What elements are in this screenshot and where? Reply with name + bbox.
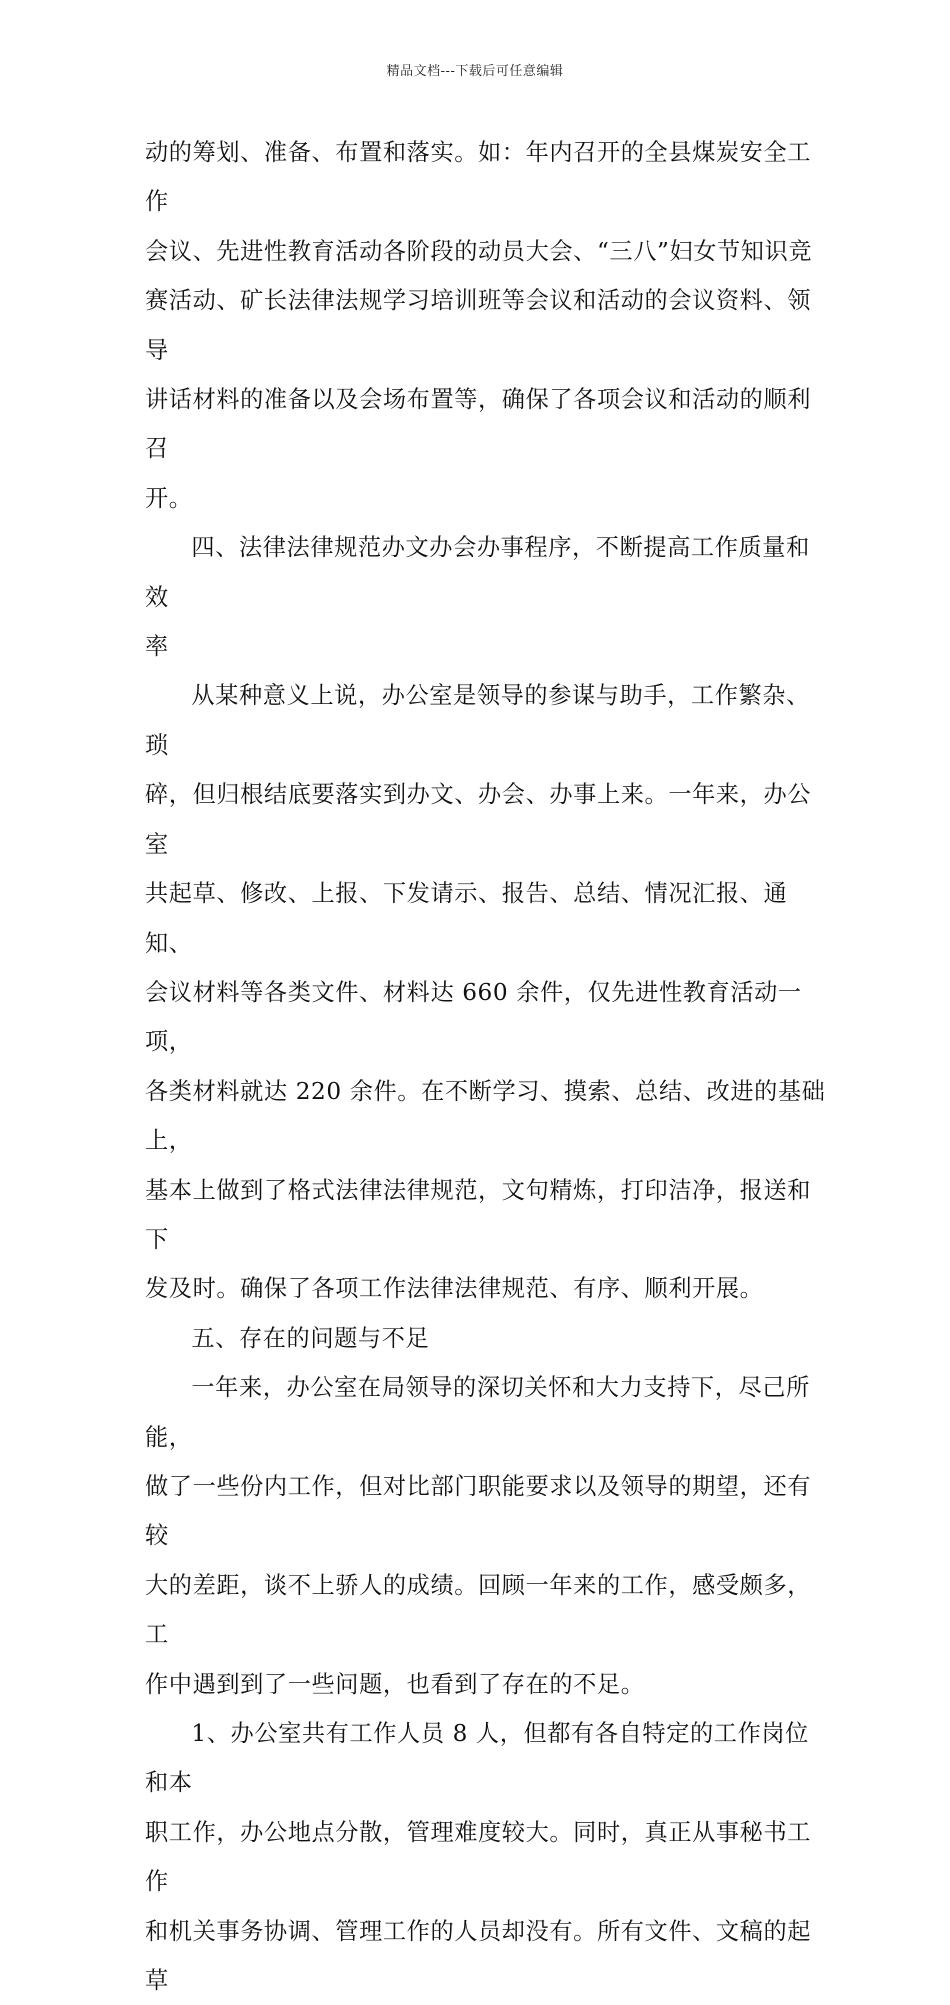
text-line: 动的筹划、准备、布置和落实。如：年内召开的全县煤炭安全工作 bbox=[145, 139, 812, 216]
text-line: 碎，但归根结底要落实到办文、办会、办事上来。一年来，办公室 bbox=[145, 781, 812, 858]
text-line: 1、办公室共有工作人员 8 人，但都有各自特定的工作岗位和本 bbox=[145, 1720, 809, 1797]
text-line: 从某种意义上说，办公室是领导的参谋与助手，工作繁杂、琐 bbox=[145, 682, 810, 759]
text-line: 作中遇到到了一些问题，也看到了存在的不足。 bbox=[145, 1670, 645, 1698]
text-line: 会议、先进性教育活动各阶段的动员大会、“三八”妇女节知识竞 bbox=[145, 237, 813, 265]
text-line: 大的差距，谈不上骄人的成绩。回顾一年来的工作，感受颇多，工 bbox=[145, 1571, 812, 1649]
text-line: 职工作，办公地点分散，管理难度较大。同时，真正从事秘书工作 bbox=[145, 1818, 812, 1896]
text-line: 共起草、修改、上报、下发请示、报告、总结、情况汇报、通知、 bbox=[145, 880, 788, 957]
text-line: 一年来，办公室在局领导的深切关怀和大力支持下，尽己所能， bbox=[145, 1374, 810, 1451]
text-line: 各类材料就达 220 余件。在不断学习、摸索、总结、改进的基础上， bbox=[145, 1077, 826, 1155]
text-line: 发及时。确保了各项工作法律法律规范、有序、顺利开展。 bbox=[145, 1275, 764, 1303]
page-header: 精品文档---下载后可任意编辑 bbox=[386, 64, 564, 79]
text-line: 开。 bbox=[145, 484, 193, 512]
text-line: 赛活动、矿长法律法规学习培训班等会议和活动的会议资料、领导 bbox=[145, 287, 812, 364]
text-line: 四、法律法律规范办文办会办事程序，不断提高工作质量和效 bbox=[145, 534, 810, 611]
text-line: 会议材料等各类文件、材料达 660 余件，仅先进性教育活动一项， bbox=[145, 978, 802, 1056]
text-line: 做了一些份内工作，但对比部门职能要求以及领导的期望，还有较 bbox=[145, 1472, 812, 1550]
text-line: 和机关事务协调、管理工作的人员却没有。所有文件、文稿的起草 bbox=[145, 1917, 812, 1995]
text-line: 讲话材料的准备以及会场布置等，确保了各项会议和活动的顺利召 bbox=[145, 386, 812, 463]
document-body bbox=[145, 128, 831, 2005]
text-line: 基本上做到了格式法律法律规范，文句精炼，打印洁净，报送和下 bbox=[145, 1176, 812, 1253]
text-line: 五、存在的问题与不足 bbox=[191, 1324, 430, 1352]
text-line: 率 bbox=[145, 633, 169, 661]
